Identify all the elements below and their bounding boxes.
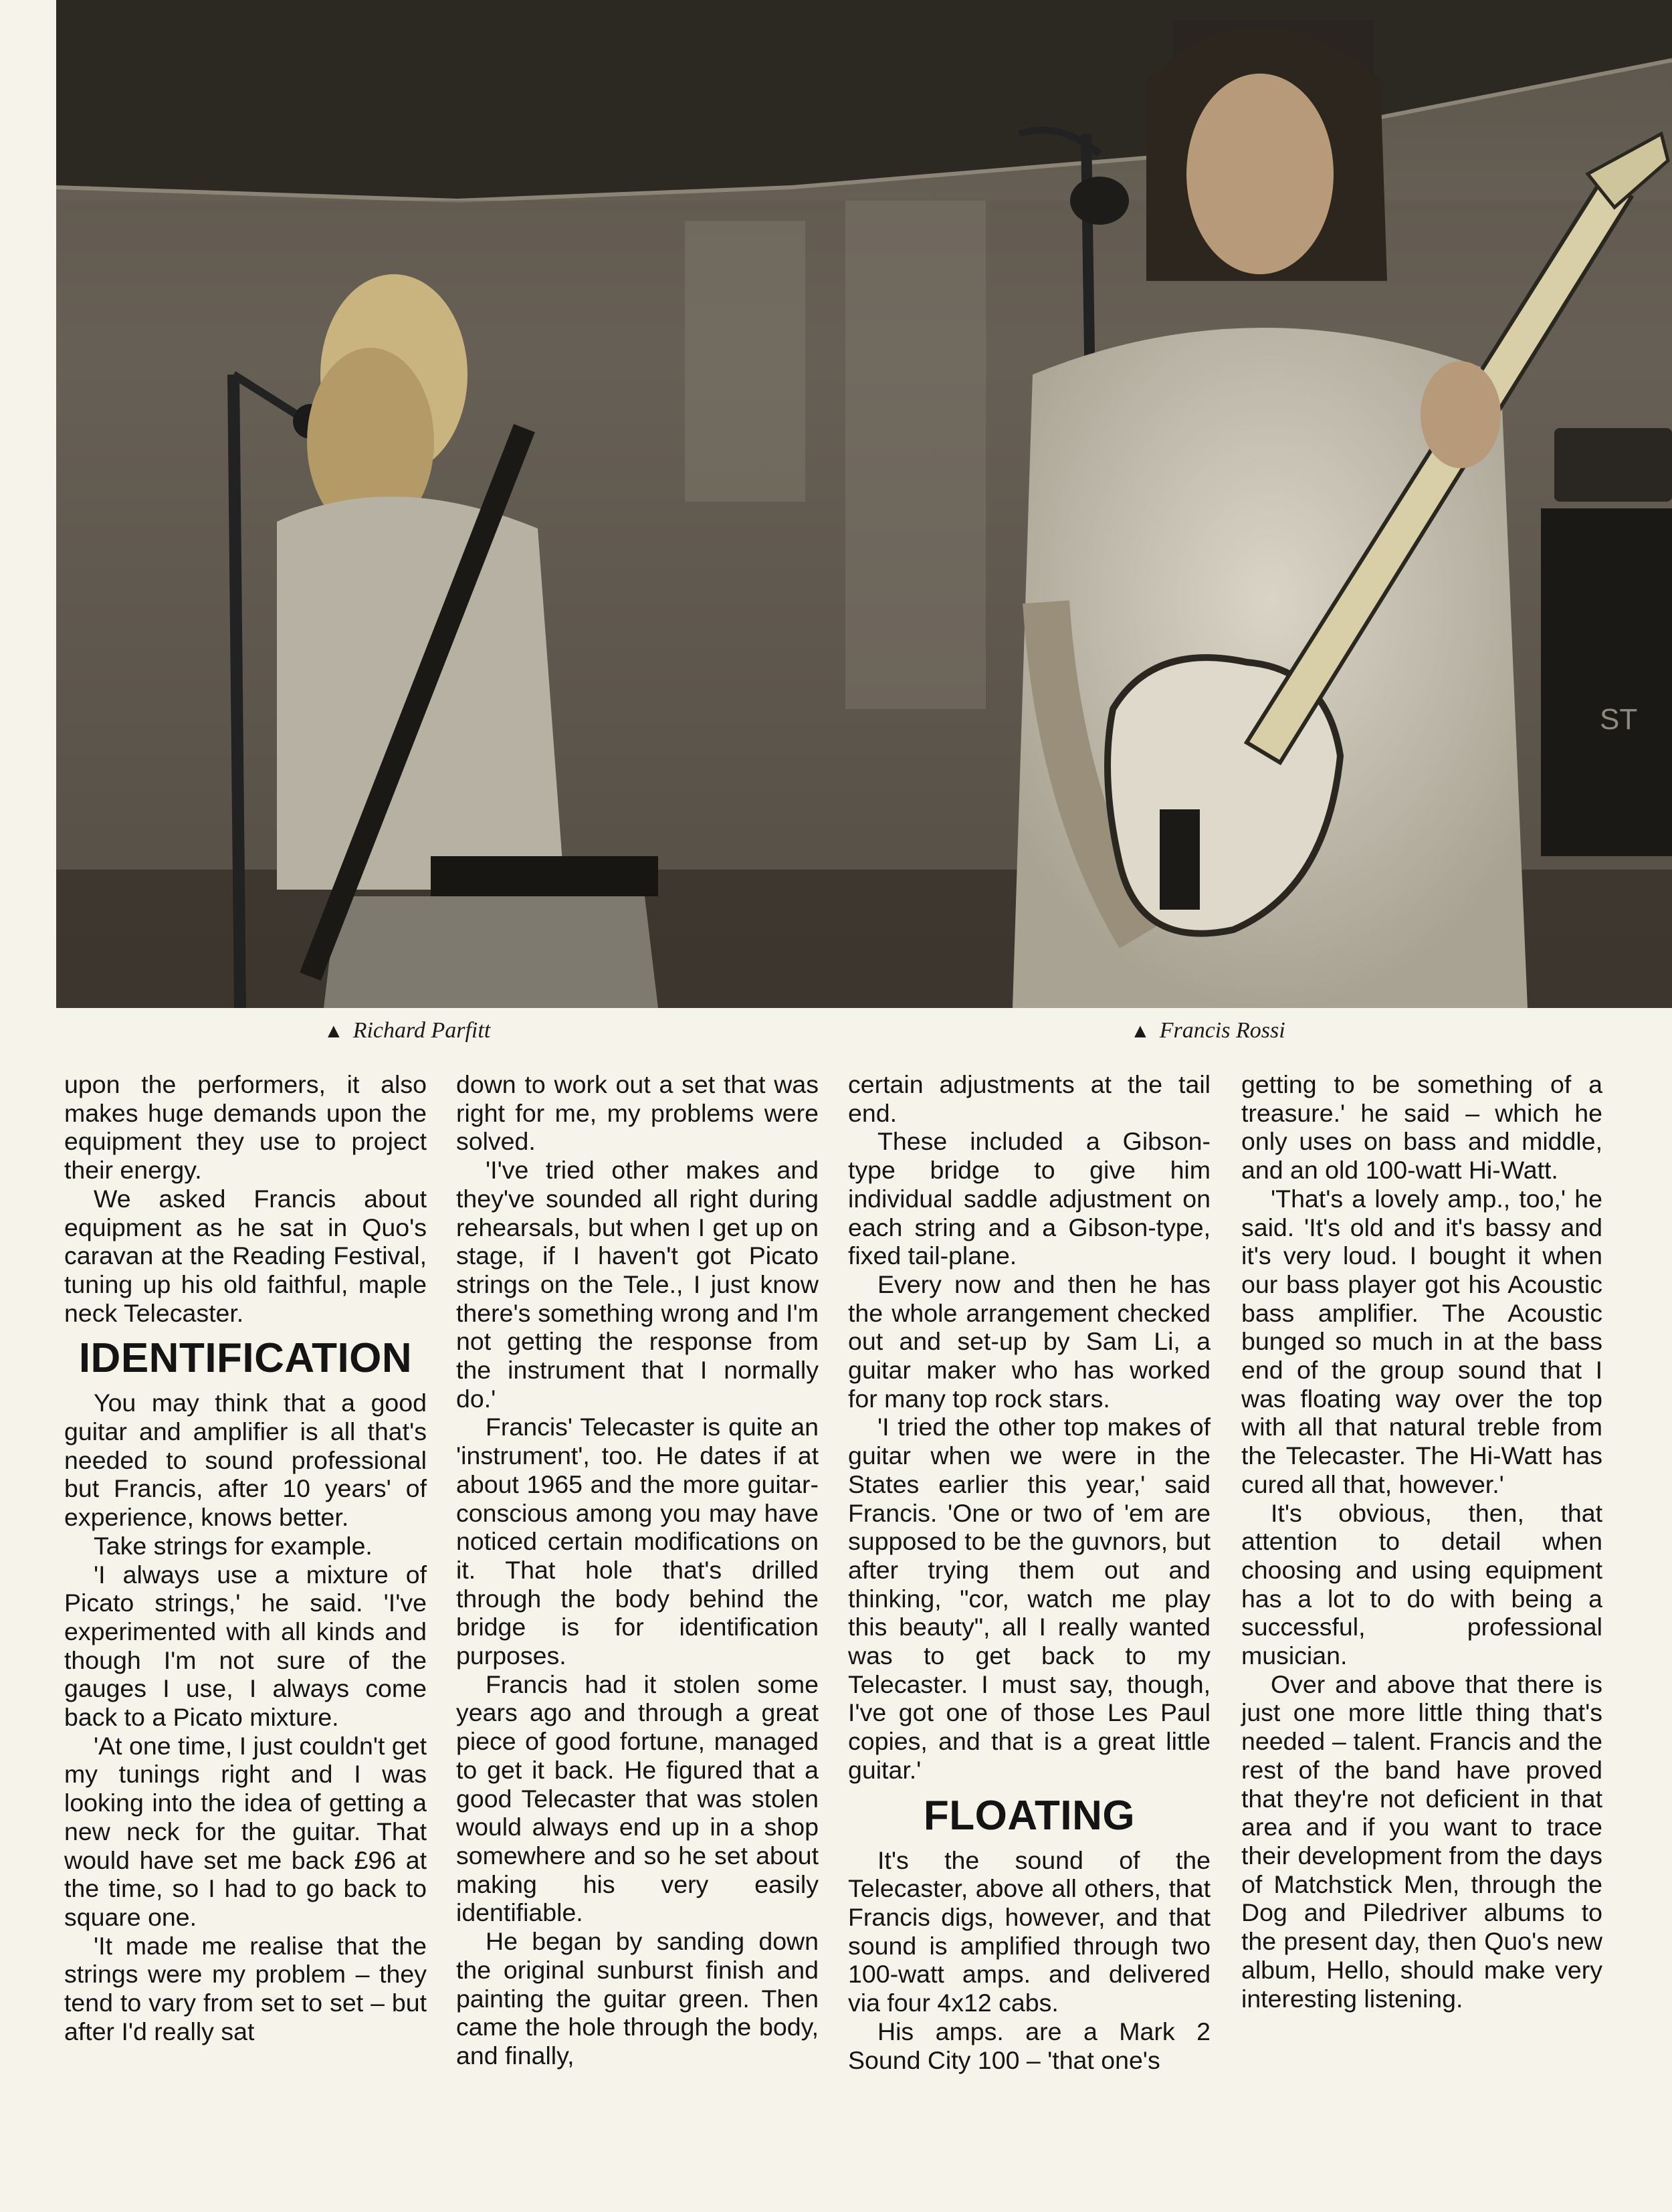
- concert-photo-drawing: [56, 0, 1672, 1008]
- paragraph: getting to be something of a treasure.' he said – which he only uses on bass and middle, and an old 100-watt Hi-Watt.: [1241, 1070, 1602, 1185]
- paragraph: Francis' Telecaster is quite an 'instrument', too. He dates if at about 1965 and the more guitar-conscious among you may have noticed certain modifications on it. That hole that's drilled through the body behind the bridge is for identification purposes.: [456, 1413, 819, 1670]
- paragraph: down to work out a set that was right for me, my problems were solved.: [456, 1070, 819, 1156]
- paragraph: It's obvious, then, that attention to detail when choosing and using equipment has a lot to do with being a successful, professional musician.: [1241, 1498, 1602, 1670]
- paragraph: Francis had it stolen some years ago and through a great piece of good fortune, managed to get it back. He figured that a good Telecaster that was stolen would always end up in a shop somewhere and so he set about making his very easily identifiable.: [456, 1670, 819, 1927]
- caption-richard: [324, 1018, 490, 1043]
- paragraph: 'At one time, I just couldn't get my tunings right and I was looking into the idea of getting a new neck for the guitar. That would have set me back £96 at the time, so I had to go back to square one.: [64, 1731, 427, 1931]
- concert-photo: [56, 0, 1672, 1008]
- article-column-2: [456, 1070, 819, 2070]
- triangle-marker-icon: ▲: [324, 1020, 344, 1042]
- section-heading-floating: FLOATING: [923, 1792, 1136, 1839]
- caption-richard-text: Richard Parfitt: [352, 1018, 491, 1043]
- article-column-3: [848, 1070, 1211, 2074]
- paragraph: You may think that a good guitar and amplifier is all that's needed to sound professional but Francis, after 10 years' of experience, knows better.: [64, 1389, 427, 1532]
- paragraph: He began by sanding down the original sunburst finish and painting the guitar green. Then came the hole through the body, and finally,: [456, 1927, 819, 2070]
- caption-francis: [1130, 1018, 1285, 1043]
- paragraph: 'I've tried other makes and they've sounded all right during rehearsals, but when I get up on stage, if I haven't got Picato strings on the Tele., I just know there's something wrong and I'm not getting the response from the instrument that I normally do.': [456, 1156, 819, 1413]
- paragraph: 'I always use a mixture of Picato strings,' he said. 'I've experimented with all kinds and though I'm not sure of the gauges I use, I always come back to a Picato mixture.: [64, 1560, 427, 1732]
- paragraph: These included a Gibson-type bridge to give him individual saddle adjustment on each string and a Gibson-type, fixed tail-plane.: [848, 1127, 1211, 1270]
- article-column-1: [64, 1070, 427, 2046]
- article-column-4: [1241, 1070, 1602, 2013]
- section-heading-identification: IDENTIFICATION: [78, 1335, 413, 1382]
- paragraph: His amps. are a Mark 2 Sound City 100 – 'that one's: [848, 2017, 1211, 2074]
- paragraph: 'That's a lovely amp., too,' he said. 'It's old and it's bassy and it's very loud. I bought it when our bass player got his Acoustic bass amplifier. The Acoustic bunged so much in at the bass end of the group sound that I was floating way over the top with all that natural treble from the Telecaster. The Hi-Watt has cured all that, however.': [1241, 1184, 1602, 1498]
- paragraph: 'It made me realise that the strings were my problem – they tend to vary from set to set – but after I'd really sat: [64, 1931, 427, 2045]
- paragraph: We asked Francis about equipment as he sat in Quo's caravan at the Reading Festival, tuning up his old faithful, maple neck Telecaster.: [64, 1184, 427, 1327]
- amp-label: ST: [1600, 703, 1638, 736]
- paragraph: It's the sound of the Telecaster, above all others, that Francis digs, however, and that sound is amplified through two 100-watt amps. and delivered via four 4x12 cabs.: [848, 1845, 1211, 2017]
- triangle-marker-icon: ▲: [1130, 1020, 1150, 1042]
- paragraph: Take strings for example.: [94, 1531, 373, 1560]
- paragraph: upon the performers, it also makes huge demands upon the equipment they use to project their energy.: [64, 1070, 427, 1185]
- paragraph: certain adjustments at the tail end.: [848, 1070, 1211, 1127]
- paragraph: Over and above that there is just one more little thing that's needed – talent. Francis and the rest of the band have proved that they're not deficient in that area and if you want to trace their development from the days of Matchstick Men, through the Dog and Piledriver albums to the present day, then Quo's new album, Hello, should make very interesting listening.: [1241, 1670, 1602, 2013]
- caption-francis-text: Francis Rossi: [1159, 1018, 1285, 1043]
- paragraph: Every now and then he has the whole arrangement checked out and set-up by Sam Li, a guitar maker who has worked for many top rock stars.: [848, 1270, 1211, 1413]
- paragraph: 'I tried the other top makes of guitar when we were in the States earlier this year,' said Francis. 'One or two of 'em are supposed to be the guvnors, but after trying them out and thinking, "cor, watch me play this beauty", all I really wanted was to get back to my Telecaster. I must say, though, I've got one of those Les Paul copies, and that is a great little guitar.': [848, 1413, 1211, 1784]
